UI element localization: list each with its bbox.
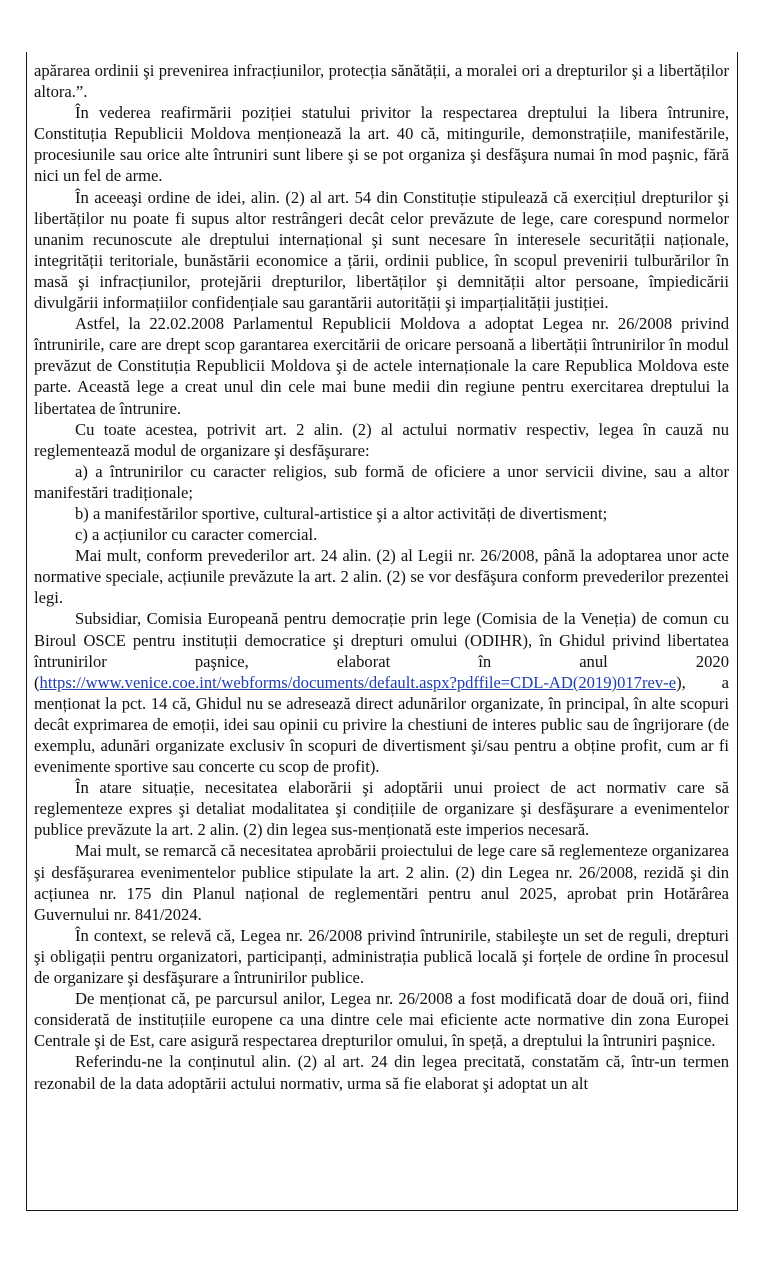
paragraph-art24: Mai mult, conform prevederilor art. 24 alin. (2) al Legii nr. 26/2008, până la adoptarea unor acte normative speciale, acțiunile prevăzute la art. 2 alin. (2) se vor desfăşura conform prevederilor prezentei legi. (34, 546, 729, 608)
list-item-a: a) a întrunirilor cu caracter religios, sub formă de oficiere a unor servicii divine, sau a altor manifestări tradiționale; (34, 461, 729, 502)
list-item-c: c) a acțiunilor cu caracter comercial. (75, 525, 318, 545)
paragraph-constitution-art40: În vederea reafirmării poziției statului privitor la respectarea dreptului la libera întrunire, Constituția Republicii Moldova menționează la art. 40 că, mitingurile, demonstrațiile, manifestările, procesiunile sau orice alte întruniri sunt libere şi se pot organiza şi desfăşura numai în mod paşnic, fără nici un fel de arme. (34, 103, 729, 186)
document-page (26, 52, 738, 1211)
paragraph-venice-commission (34, 608, 729, 777)
paragraph-continuation: apărarea ordinii şi prevenirea infracțiunilor, protecția sănătății, a moralei ori a drepturilor şi a libertăților altora.”. (34, 61, 729, 102)
venice-text-after: ), a menționat la pct. 14 că, Ghidul nu se adresează direct adunărilor organizate, în principal, în alte scopuri decât exprimarea de emoții, idei sau opinii cu privire la chestiuni de interes public sau de îngrijorare (de exemplu, adunări organizate exclusiv în scopuri de divertisment şi/sau pentru a obține profit, cum ar fi evenimente sportive sau concerte cu scop de profit). (34, 672, 729, 777)
paragraph-amendments: De menționat că, pe parcursul anilor, Legea nr. 26/2008 a fost modificată doar de două ori, fiind considerată de instituțiile europene ca una dintre cele mai eficiente acte normative din zona Europei Centrale şi de Est, care asigură respectarea drepturilor omului, în speță, a dreptului la întruniri paşnice. (34, 989, 729, 1051)
paragraph-constitution-art54: În aceeaşi ordine de idei, alin. (2) al art. 54 din Constituție stipulează că exercițiul drepturilor şi libertăților nu poate fi supus altor restrângeri decât celor prevăzute de lege, care corespund normelor unanim recunoscute ale dreptului internațional şi sunt necesare în interesele securității naționale, integrității teritoriale, bunăstării economice a țării, ordinii publice, în scopul prevenirii tulburărilor în masă şi infracțiunilor, protejării drepturilor, libertăților şi demnității altor persoane, împiedicării divulgării informațiilor confidențiale sau garantării autorității şi imparțialității justiției. (34, 187, 729, 313)
venice-text-before: Subsidiar, Comisia Europeană pentru democrație prin lege (Comisia de la Veneția) de comun cu Biroul OSCE pentru instituții democratice şi drepturi omului (ODIHR), în Ghidul privind libertatea întrunirilor paşnice, elaborat în anul 2020 ( (34, 609, 729, 692)
list-item-b: b) a manifestărilor sportive, cultural-artistice şi a altor activități de divertisment; (75, 503, 608, 523)
document-body (34, 60, 729, 1094)
paragraph-necessity: În atare situație, necesitatea elaborării şi adoptării unui proiect de act normativ care să reglementeze expres şi detaliat modalitatea şi condițiile de organizare şi desfăşurare a evenimentelor publice prevăzute la art. 2 alin. (2) din legea sus-menționată este imperios necesară. (34, 778, 729, 840)
venice-guide-link[interactable]: https://www.venice.coe.int/webforms/documents/default.aspx?pdffile=CDL-AD(2019)017rev-e (39, 672, 677, 692)
paragraph-art24-reference: Referindu-ne la conținutul alin. (2) al art. 24 din legea precitată, constatăm că, într-un termen rezonabil de la data adoptării actului normativ, urma să fie elaborat şi adoptat un alt (34, 1052, 729, 1093)
paragraph-national-plan: Mai mult, se remarcă că necesitatea aprobării proiectului de lege care să reglementeze organizarea şi desfăşurarea evenimentelor publice stipulate la art. 2 alin. (2) din Legea nr. 26/2008, rezidă şi din acțiunea nr. 175 din Planul național de reglementări pentru anul 2025, aprobat prin Hotărârea Guvernului nr. 841/2024. (34, 841, 729, 924)
paragraph-law-26-2008: Astfel, la 22.02.2008 Parlamentul Republicii Moldova a adoptat Legea nr. 26/2008 privind întrunirile, care are drept scop garantarea exercitării de oricare persoană a libertății întrunirilor în modul prevăzut de Constituția Republicii Moldova şi de actele internaționale la care Republica Moldova este parte. Această lege a creat unul din cele mai bune medii din regiune pentru exercitarea dreptului la libertatea de întrunire. (34, 314, 729, 418)
paragraph-context: În context, se relevă că, Legea nr. 26/2008 privind întrunirile, stabileşte un set de reguli, drepturi şi obligații pentru organizatori, participanți, administrația publică locală şi forțele de ordine în procesul de organizare şi desfăşurare a întrunirilor publice. (34, 925, 729, 988)
paragraph-art2-intro: Cu toate acestea, potrivit art. 2 alin. (2) al actului normativ respectiv, legea în cauză nu reglementează modul de organizare şi desfăşurare: (34, 419, 729, 460)
